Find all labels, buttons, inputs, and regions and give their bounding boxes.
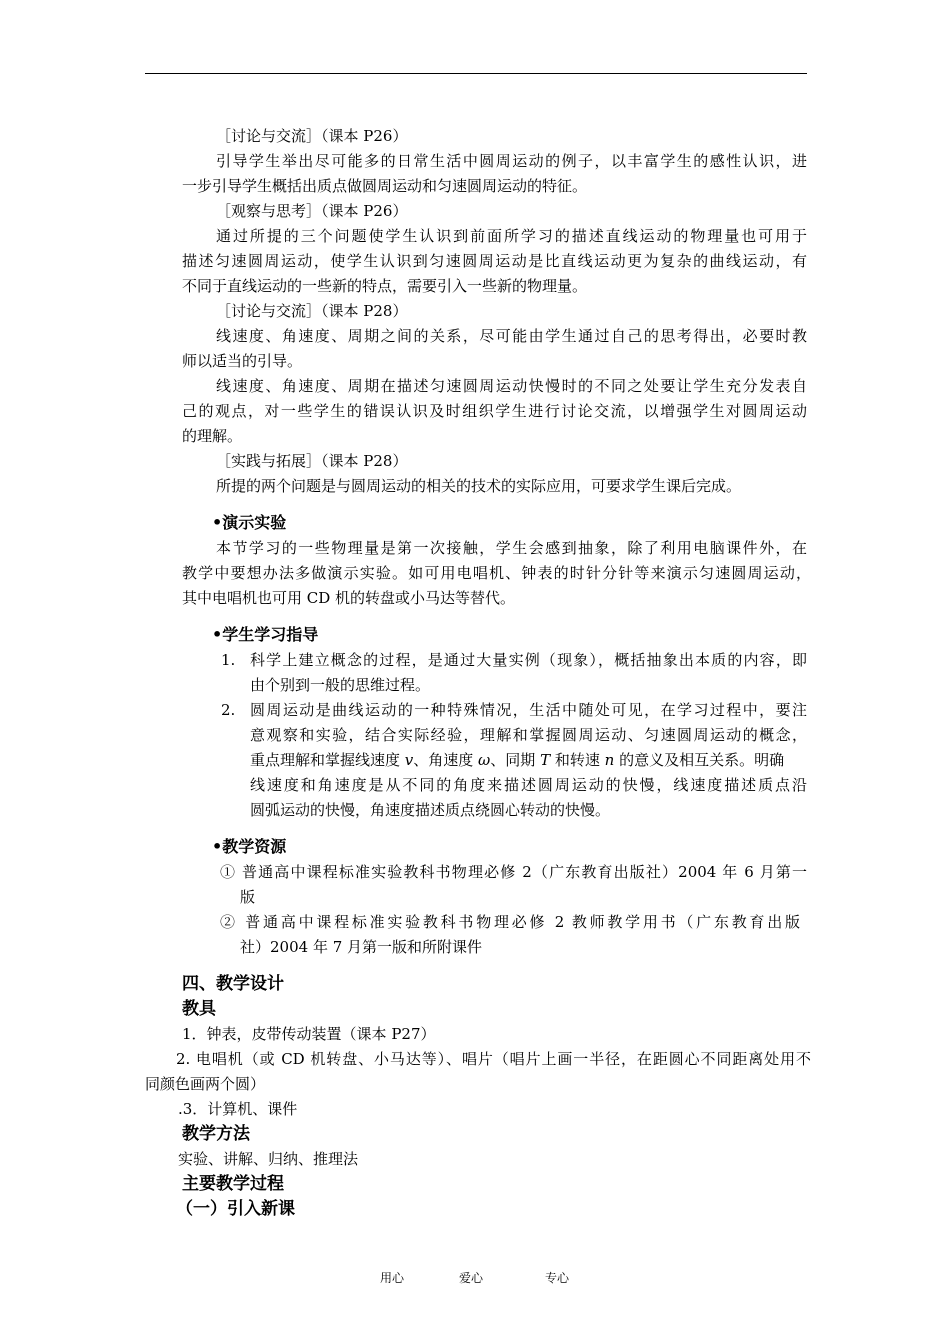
observe-heading-p26: ［观察与思考］（课本 P26） <box>216 202 408 220</box>
paragraph-line: 线速度、角速度、周期之间的关系，尽可能由学生通过自己的思考得出，必要时教 <box>216 327 807 345</box>
paragraph-line: 本节学习的一些物理量是第一次接触，学生会感到抽象，除了利用电脑课件外，在 <box>216 539 807 557</box>
list-item-line: 线速度和角速度是从不同的角度来描述圆周运动的快慢，线速度描述质点沿 <box>250 776 807 794</box>
paragraph-line: 教学中要想办法多做演示实验。如可用电唱机、钟表的时针分针等来演示匀速圆周运动， <box>182 564 811 582</box>
paragraph-line: 师以适当的引导。 <box>182 352 303 370</box>
tools-item: .3．计算机、课件 <box>178 1100 298 1118</box>
demo-heading: •演示实验 <box>212 513 287 532</box>
method-heading: 教学方法 <box>182 1124 250 1144</box>
list-item-line <box>250 750 784 770</box>
guide-heading: •学生学习指导 <box>212 625 319 644</box>
paragraph-line: 描述匀速圆周运动，使学生认识到匀速圆周运动是比直线运动更为复杂的曲线运动，有 <box>182 252 807 270</box>
text-fragment: 和转速 <box>550 751 605 769</box>
paragraph-line: 一步引导学生概括出质点做圆周运动和匀速圆周运动的特征。 <box>182 177 588 195</box>
paragraph-line: 其中电唱机也可用 CD 机的转盘或小马达等替代。 <box>182 589 516 607</box>
list-number: 2. <box>221 701 236 719</box>
symbol-t: T <box>540 751 551 769</box>
paragraph-line: 线速度、角速度、周期在描述匀速圆周运动快慢时的不同之处要让学生充分发表自 <box>216 377 807 395</box>
resource-line: 社）2004 年 7 月第一版和所附课件 <box>240 938 483 956</box>
paragraph-line: 不同于直线运动的一些新的特点，需要引入一些新的物理量。 <box>182 277 588 295</box>
paragraph-line: 引导学生举出尽可能多的日常生活中圆周运动的例子，以丰富学生的感性认识，进 <box>216 152 807 170</box>
text-fragment: 的意义及相互关系。明确 <box>614 751 785 769</box>
method-text: 实验、讲解、归纳、推理法 <box>178 1150 359 1168</box>
list-number: 1. <box>221 651 236 669</box>
tools-item: 2. 电唱机（或 CD 机转盘、小马达等）、唱片（唱片上画一半径，在距圆心不同距离处用不 <box>176 1050 811 1068</box>
discussion-heading-p28: ［讨论与交流］（课本 P28） <box>216 302 408 320</box>
list-item-line: 圆弧运动的快慢，角速度描述质点绕圆心转动的快慢。 <box>250 801 611 819</box>
paragraph-line: 通过所提的三个问题使学生认识到前面所学习的描述直线运动的物理量也可用于 <box>216 227 807 245</box>
list-item-line: 意观察和实验，结合实际经验，理解和掌握圆周运动、匀速圆周运动的概念， <box>250 726 807 744</box>
resource-line: ① 普通高中课程标准实验教科书物理必修 2（广东教育出版社）2004 年 6 月第一 <box>220 863 807 881</box>
footer-text: 爱心 <box>459 1271 484 1285</box>
footer-text: 用心 <box>380 1271 405 1285</box>
list-item-line: 圆周运动是曲线运动的一种特殊情况，生活中随处可见，在学习过程中，要注 <box>250 701 807 719</box>
list-item-line: 由个别到一般的思维过程。 <box>250 676 431 694</box>
design-heading: 四、教学设计 <box>182 974 284 994</box>
list-item-line: 科学上建立概念的过程，是通过大量实例（现象），概括抽象出本质的内容，即 <box>250 651 807 669</box>
paragraph-line: 的理解。 <box>182 427 243 445</box>
header-rule <box>145 73 807 74</box>
paragraph-line: 己的观点，对一些学生的错误认识及时组织学生进行讨论交流，以增强学生对圆周运动 <box>182 402 807 420</box>
text-fragment: 重点理解和掌握线速度 <box>250 751 405 769</box>
text-fragment: 、同期 <box>490 751 541 769</box>
symbol-n: n <box>604 751 615 769</box>
tools-item: 1．钟表，皮带传动装置（课本 P27） <box>182 1025 436 1043</box>
footer-text: 专心 <box>545 1271 570 1285</box>
paragraph-line: 所提的两个问题是与圆周运动的相关的技术的实际应用，可要求学生课后完成。 <box>216 477 742 495</box>
tools-item: 同颜色画两个圆） <box>145 1075 266 1093</box>
resources-heading: •教学资源 <box>212 837 287 856</box>
discussion-heading-p26: ［讨论与交流］（课本 P26） <box>216 127 408 145</box>
resource-line: ② 普通高中课程标准实验教科书物理必修 2 教师教学用书（广东教育出版 <box>220 913 800 931</box>
process-heading: 主要教学过程 <box>182 1174 284 1194</box>
symbol-omega: ω <box>478 751 491 769</box>
symbol-v: v <box>404 751 414 769</box>
text-fragment: 、角速度 <box>413 751 479 769</box>
practice-heading-p28: ［实践与拓展］（课本 P28） <box>216 452 408 470</box>
intro-heading: （一）引入新课 <box>176 1199 295 1219</box>
resource-line: 版 <box>240 888 256 906</box>
tools-heading: 教具 <box>182 999 216 1019</box>
